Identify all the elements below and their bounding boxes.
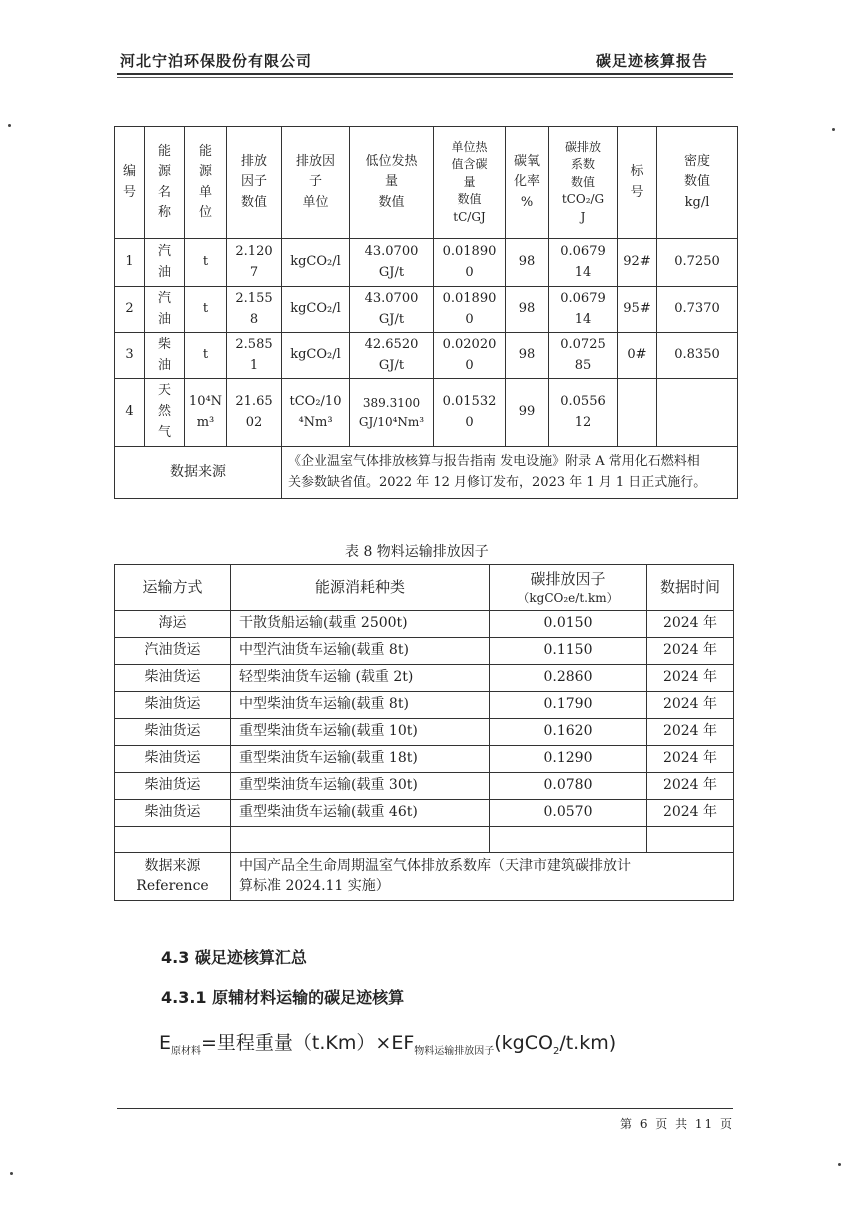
table-row: 柴油货运 重型柴油货车运输(载重 10t) 0.1620 2024 年 xyxy=(115,719,734,746)
report-title: 碳足迹核算报告 xyxy=(596,52,709,70)
section-heading: 4.3 碳足迹核算汇总 xyxy=(161,948,307,967)
header-rule xyxy=(117,73,733,75)
company-name: 河北宁泊环保股份有限公司 xyxy=(120,52,313,70)
source-row xyxy=(115,447,738,499)
table-row: 柴油货运 重型柴油货车运输(载重 18t) 0.1290 2024 年 xyxy=(115,746,734,773)
table-row: 海运 干散货船运输(载重 2500t) 0.0150 2024 年 xyxy=(115,611,734,638)
source-text: 《企业温室气体排放核算与报告指南 发电设施》附录 A 常用化石燃料相 关参数缺省值。2022 年 12 月修订发布，2023 年 1 月 1 日正式施行。 xyxy=(282,447,738,499)
scan-speck xyxy=(832,128,835,131)
page-number: 第 6 页 共 11 页 xyxy=(620,1117,734,1131)
source-label: 数据来源 xyxy=(115,447,282,499)
table-header-row xyxy=(115,127,738,239)
header-cell: 能 源 名 称 xyxy=(145,127,185,239)
table-row: 柴油货运 重型柴油货车运输(载重 46t) 0.0570 2024 年 xyxy=(115,800,734,827)
empty-row xyxy=(115,827,734,853)
scan-speck xyxy=(10,1172,13,1175)
header-cell: 排放因 子 单位 xyxy=(282,127,350,239)
table-row: 3 柴 油 t 2.585 1 kgCO₂/l 42.6520 GJ/t 0.02020 0 98 0.0725 85 0# 0.8350 xyxy=(115,333,738,379)
table-row: 柴油货运 中型柴油货车运输(载重 8t) 0.1790 2024 年 xyxy=(115,692,734,719)
header-cell: 碳排放 系数 数值 tCO₂/G J xyxy=(549,127,618,239)
source-text: 中国产品全生命周期温室气体排放系数库（天津市建筑碳排放计 算标准 2024.11 实施） xyxy=(231,853,734,901)
table-caption: 表 8 物料运输排放因子 xyxy=(345,544,489,560)
header-cell: 能 源 单 位 xyxy=(185,127,227,239)
table-row: 1 汽 油 t 2.120 7 kgCO₂/l 43.0700 GJ/t 0.01890 0 98 0.0679 14 92# 0.7250 xyxy=(115,239,738,287)
table-row: 2 汽 油 t 2.155 8 kgCO₂/l 43.0700 GJ/t 0.01890 0 98 0.0679 14 95# 0.7370 xyxy=(115,287,738,333)
header-cell: 标 号 xyxy=(618,127,657,239)
fuel-parameters-table xyxy=(114,126,738,499)
table-row: 4 天 然 气 10⁴N m³ 21.65 02 tCO₂/10 ⁴Nm³ 389.3100 GJ/10⁴Nm³ 0.01532 0 99 0.0556 12 xyxy=(115,379,738,447)
table-row: 柴油货运 重型柴油货车运输(载重 30t) 0.0780 2024 年 xyxy=(115,773,734,800)
scan-speck xyxy=(8,124,11,127)
footer-rule xyxy=(117,1108,733,1109)
source-row: 数据来源 Reference 中国产品全生命周期温室气体排放系数库（天津市建筑碳排放计 算标准 2024.11 实施） xyxy=(115,853,734,901)
header-cell: 编 号 xyxy=(115,127,145,239)
header-cell: 排放 因子 数值 xyxy=(227,127,282,239)
transport-emission-factor-table xyxy=(114,564,734,901)
table-row: 汽油货运 中型汽油货车运输(载重 8t) 0.1150 2024 年 xyxy=(115,638,734,665)
scan-speck xyxy=(838,1163,841,1166)
table-header-row: 运输方式 能源消耗种类 碳排放因子 （kgCO₂e/t.km） 数据时间 xyxy=(115,565,734,611)
header-cell: 密度 数值 kg/l xyxy=(657,127,738,239)
formula: $E_{原材料}=$里程重量$(t.Km)\times EF_{物料运输排放因子}(kgCO_2/t.km)$ xyxy=(159,1032,617,1057)
header-cell: 单位热 值含碳 量 数值 tC/GJ xyxy=(434,127,506,239)
header-cell: 低位发热 量 数值 xyxy=(350,127,434,239)
subsection-heading: 4.3.1 原辅材料运输的碳足迹核算 xyxy=(161,988,405,1007)
header-rule-thin xyxy=(117,77,733,78)
table-row: 柴油货运 轻型柴油货车运输 (载重 2t) 0.2860 2024 年 xyxy=(115,665,734,692)
header-cell: 碳氧 化率 % xyxy=(506,127,549,239)
